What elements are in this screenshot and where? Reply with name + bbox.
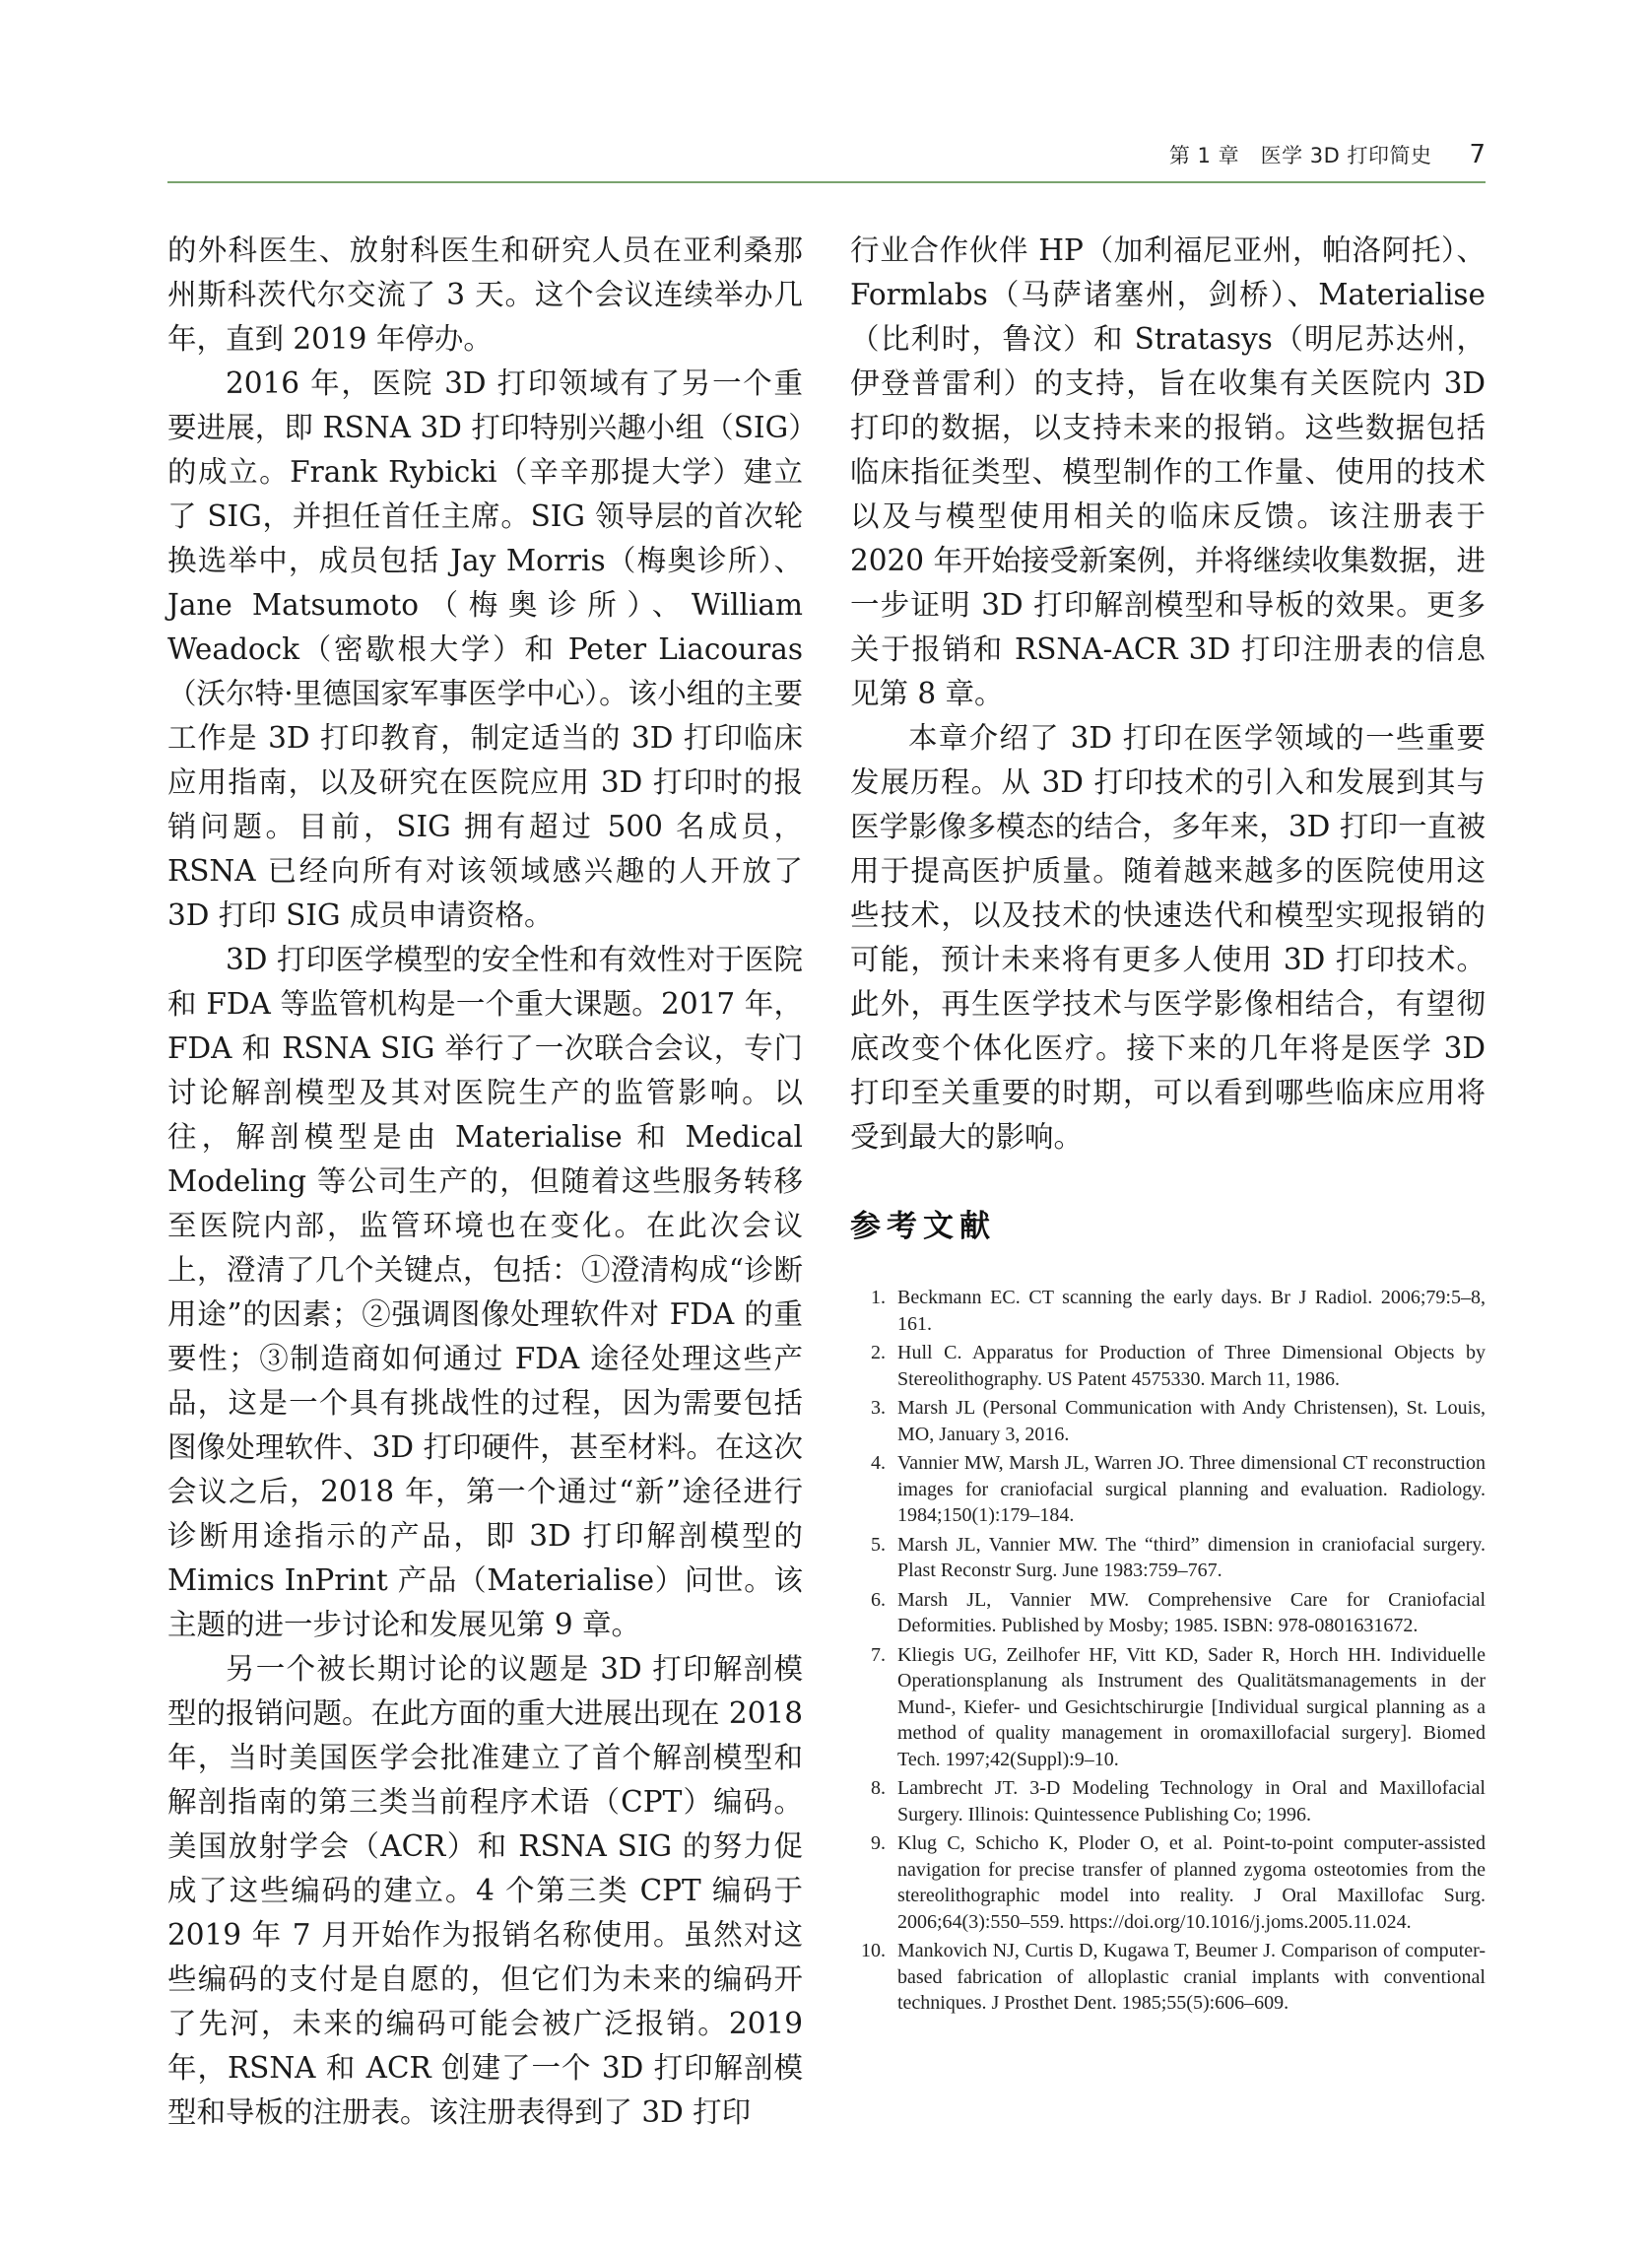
header-rule [167, 181, 1486, 183]
reference-number: 6. [871, 1588, 886, 1611]
reference-number: 9. [871, 1832, 886, 1854]
paragraph: 的外科医生、放射科医生和研究人员在亚利桑那州斯科茨代尔交流了 3 天。这个会议连续举办几年，直到 2019 年停办。 [167, 233, 803, 356]
reference-number: 5. [871, 1533, 886, 1556]
reference-number: 7. [871, 1643, 886, 1666]
reference-item [850, 1450, 1486, 1529]
reference-item [850, 1285, 1486, 1337]
reference-text: Lambrecht JT. 3-D Modeling Technology in Oral and Maxillofacial Surgery. Illinois: Quintessence Publishing Co; 1996. [897, 1777, 1486, 1826]
paragraph: 行业合作伙伴 HP（加利福尼亚州，帕洛阿托）、Formlabs（马萨诸塞州，剑桥）、Materialise（比利时，鲁汶）和 Stratasys（明尼苏达州，伊登普雷利）的支持，旨在收集有关医院内 3D 打印的数据，以支持未来的报销。这些数据包括临床指征类型、模型制作的工作量、使用的技术以及与模型使用相关的临床反馈。该注册表于 2020 年开始接受新案例，并将继续收集数据，进一步证明 3D 打印解剖模型和导板的效果。更多关于报销和 RSNA-ACR 3D 打印注册表的信息见第 8 章。 [850, 233, 1486, 710]
reference-text: Hull C. Apparatus for Production of Three Dimensional Objects by Stereolithography. US Patent 4575330. March 11, 1986. [897, 1342, 1486, 1390]
paragraph: 另一个被长期讨论的议题是 3D 打印解剖模型的报销问题。在此方面的重大进展出现在 2018 年，当时美国医学会批准建立了首个解剖模型和解剖指南的第三类当前程序术语（CPT）编码。美国放射学会（ACR）和 RSNA SIG 的努力促成了这些编码的建立。4 个第三类 CPT 编码于 2019 年 7 月开始作为报销名称使用。虽然对这些编码的支付是自愿的，但它们为未来的编码开了先河，未来的编码可能会被广泛报销。2019 年，RSNA 和 ACR 创建了一个 3D 打印解剖模型和导板的注册表。该注册表得到了 3D 打印 [167, 1652, 803, 2129]
reference-item [850, 1830, 1486, 1935]
references-heading: 参考文献 [850, 1209, 996, 1244]
reference-item [850, 1340, 1486, 1392]
reference-number: 3. [871, 1397, 886, 1419]
reference-text: Marsh JL (Personal Communication with Andy Christensen), St. Louis, MO, January 3, 2016. [897, 1397, 1486, 1445]
reference-item [850, 1587, 1486, 1639]
paragraph: 3D 打印医学模型的安全性和有效性对于医院和 FDA 等监管机构是一个重大课题。2017 年，FDA 和 RSNA SIG 举行了一次联合会议，专门讨论解剖模型及其对医院生产的监管影响。以往，解剖模型是由 Materialise 和 Medical Modeling 等公司生产的，但随着这些服务转移至医院内部，监管环境也在变化。在此次会议上，澄清了几个关键点，包括：①澄清构成“诊断用途”的因素；②强调图像处理软件对 FDA 的重要性；③制造商如何通过 FDA 途径处理这些产品，这是一个具有挑战性的过程，因为需要包括图像处理软件、3D 打印硬件，甚至材料。在这次会议之后，2018 年，第一个通过“新”途径进行诊断用途指示的产品，即 3D 打印解剖模型的 Mimics InPrint 产品（Materialise）问世。该主题的进一步讨论和发展见第 9 章。 [167, 943, 803, 1641]
reference-number: 1. [871, 1287, 886, 1308]
reference-item [850, 1938, 1486, 2017]
paragraph: 2016 年，医院 3D 打印领域有了另一个重要进展，即 RSNA 3D 打印特别兴趣小组（SIG）的成立。Frank Rybicki（辛辛那提大学）建立了 SIG，并担任首任主席。SIG 领导层的首次轮换选举中，成员包括 Jay Morris（梅奥诊所）、Jane Matsumoto（梅奥诊所）、William Weadock（密歇根大学）和 Peter Liacouras（沃尔特·里德国家军事医学中心）。该小组的主要工作是 3D 打印教育，制定适当的 3D 打印临床应用指南，以及研究在医院应用 3D 打印时的报销问题。目前，SIG 拥有超过 500 名成员，RSNA 已经向所有对该领域感兴趣的人开放了 3D 打印 SIG 成员申请资格。 [167, 366, 803, 932]
reference-list [850, 1285, 1486, 2017]
reference-item [850, 1395, 1486, 1447]
reference-item [850, 1532, 1486, 1584]
reference-number: 10. [861, 1940, 886, 1961]
reference-text: Klug C, Schicho K, Ploder O, et al. Point-to-point computer-assisted navigation for precise transfer of planned zygoma osteotomies from the stereolithographic model into reality. J Oral Maxillofac Surg. 2006;64(3):550–559. https://doi.org/10.1016/j.joms.2005.11.024. [897, 1832, 1486, 1933]
page-number: 7 [1469, 140, 1486, 169]
paragraph: 本章介绍了 3D 打印在医学领域的一些重要发展历程。从 3D 打印技术的引入和发展到其与医学影像多模态的结合，多年来，3D 打印一直被用于提高医护质量。随着越来越多的医院使用这些技术，以及技术的快速迭代和模型实现报销的可能，预计未来将有更多人使用 3D 打印技术。此外，再生医学技术与医学影像相结合，有望彻底改变个体化医疗。接下来的几年将是医学 3D 打印至关重要的时期，可以看到哪些临床应用将受到最大的影响。 [850, 721, 1486, 1154]
chapter-title: 第 1 章 医学 3D 打印简史 [1168, 144, 1432, 167]
reference-text: Vannier MW, Marsh JL, Warren JO. Three dimensional CT reconstruction images for craniofacial surgical planning and evaluation. Radiology. 1984;150(1):179–184. [897, 1452, 1486, 1526]
reference-text: Mankovich NJ, Curtis D, Kugawa T, Beumer J. Comparison of computer-based fabrication of alloplastic cranial implants with conventional techniques. J Prosthet Dent. 1985;55(5):606–609. [897, 1940, 1486, 2014]
left-column [167, 229, 803, 2135]
right-column [850, 229, 1486, 2020]
reference-text: Beckmann EC. CT scanning the early days. Br J Radiol. 2006;79:5–8, 161. [897, 1287, 1486, 1335]
reference-text: Marsh JL, Vannier MW. Comprehensive Care for Craniofacial Deformities. Published by Mosby; 1985. ISBN: 978-0801631672. [897, 1588, 1486, 1636]
reference-text: Marsh JL, Vannier MW. The “third” dimension in craniofacial surgery. Plast Reconstr Surg. June 1983:759–767. [897, 1533, 1486, 1581]
running-header [167, 140, 1486, 169]
reference-item [850, 1642, 1486, 1773]
reference-item [850, 1775, 1486, 1827]
reference-number: 4. [871, 1452, 886, 1474]
reference-number: 8. [871, 1777, 886, 1799]
reference-text: Kliegis UG, Zeilhofer HF, Vitt KD, Sader R, Horch HH. Individuelle Operationsplanung als Instrument des Qualitätsmanagements in der Mund-, Kiefer- und Gesichtschirurgie [Individual surgical planning as a method of quality management in oromaxillofacial surgery]. Biomed Tech. 1997;42(Suppl):9–10. [897, 1643, 1486, 1770]
reference-number: 2. [871, 1342, 886, 1363]
